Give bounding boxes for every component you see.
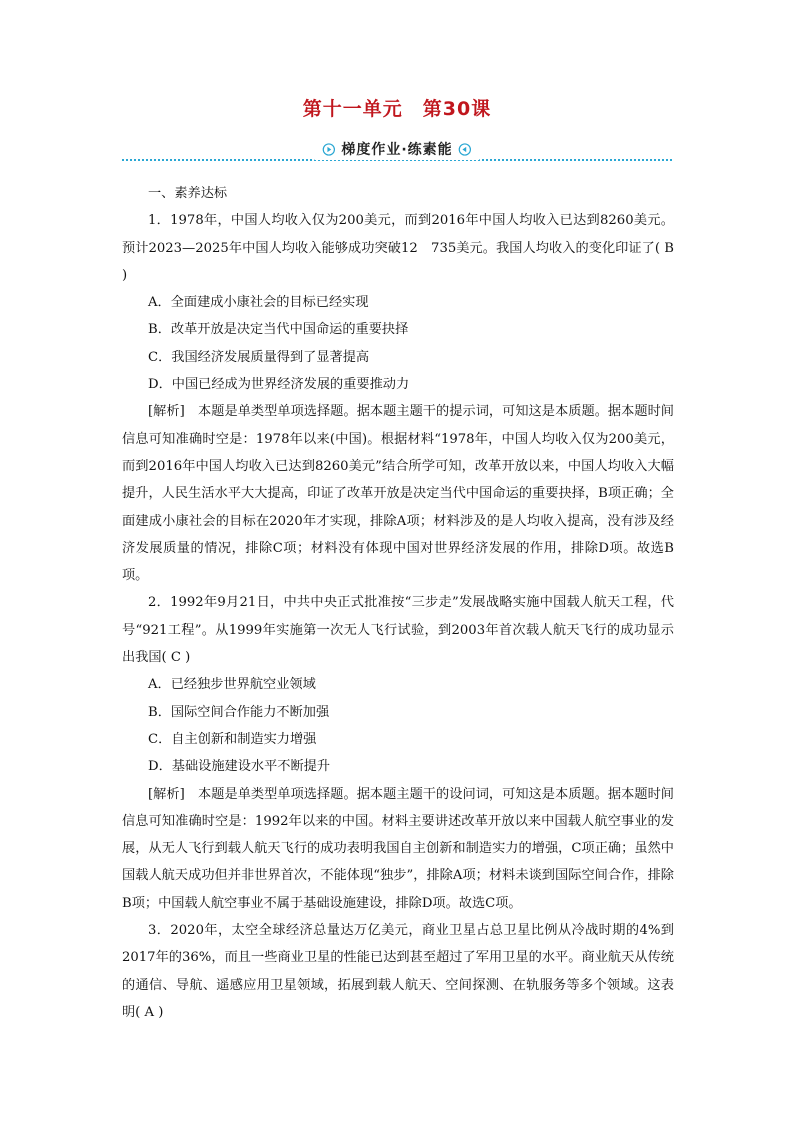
question-stem: 2．1992年9月21日，中共中央正式批准按“三步走”发展战略实施中国载人航天工程，代号“921工程”。从1999年实施第一次无人飞行试验，到2003年首次载人航天飞行的成功显示出我国( C ) bbox=[122, 595, 674, 666]
play-right-icon bbox=[322, 143, 335, 156]
lesson-title: 第十一单元 第30课 bbox=[302, 98, 492, 120]
question-option: D．基础设施建设水平不断提升 bbox=[148, 759, 331, 775]
question-analysis: [解析] 本题是单类型单项选择题。据本题主题干的提示词，可知这是本质题。据本题时间信息可知准确时空是：1978年以来(中国)。根据材料“1978年，中国人均收入仅为200美元，而到2016年中国人均收入已达到8260美元”结合所学可知，改革开放以来，中国人均收入大幅提升，人民生活水平大大提高，印证了改革开放是决定当代中国命运的重要抉择，B项正确；全面建成小康社会的目标在2020年才实现，排除A项；材料涉及的是人均收入提高，没有涉及经济发展质量的情况，排除C项；材料没有体现中国对世界经济发展的作用，排除D项。故选B项。 bbox=[122, 404, 674, 584]
question-option: A．全面建成小康社会的目标已经实现 bbox=[148, 295, 369, 311]
section-heading: 一、素养达标 bbox=[148, 186, 228, 201]
question-option: C．自主创新和制造实力增强 bbox=[148, 731, 317, 747]
play-left-icon bbox=[459, 143, 472, 156]
question-option: B．改革开放是决定当代中国命运的重要抉择 bbox=[148, 322, 409, 338]
banner-label-group bbox=[314, 138, 479, 160]
question-option: B．国际空间合作能力不断加强 bbox=[148, 704, 330, 720]
question-stem: 1．1978年，中国人均收入仅为200美元，而到2016年中国人均收入已达到8260美元。预计2023—2025年中国人均收入能够成功突破12 735美元。我国人均收入的变化印证了( B ) bbox=[122, 213, 674, 283]
question-option: C．我国经济发展质量得到了显著提高 bbox=[148, 349, 370, 365]
question-option: A．已经独步世界航空业领域 bbox=[148, 677, 316, 693]
section-banner bbox=[122, 138, 672, 164]
question-analysis: [解析] 本题是单类型单项选择题。据本题主题干的设问词，可知这是本质题。据本题时间信息可知准确时空是：1992年以来的中国。材料主要讲述改革开放以来中国载人航空事业的发展，从无人飞行到载人航天飞行的成功表明我国自主创新和制造实力的增强，C项正确；虽然中国载人航天成功但并非世界首次，不能体现“独步”，排除A项；材料未谈到国际空间合作，排除B项；中国载人航空事业不属于基础设施建设，排除D项。故选C项。 bbox=[122, 786, 674, 911]
question-stem: 3．2020年，太空全球经济总量达万亿美元，商业卫星占总卫星比例从冷战时期的4%到2017年的36%，而且一些商业卫星的性能已达到甚至超过了军用卫星的水平。商业航天从传统的通信、导航、遥感应用卫星领域，拓展到载人航天、空间探测、在轨服务等多个领域。这表明( A ) bbox=[122, 923, 674, 1020]
question-option: D．中国已经成为世界经济发展的重要推动力 bbox=[148, 377, 410, 393]
banner-label: 梯度作业·练素能 bbox=[341, 142, 453, 158]
document-body bbox=[122, 180, 674, 1026]
